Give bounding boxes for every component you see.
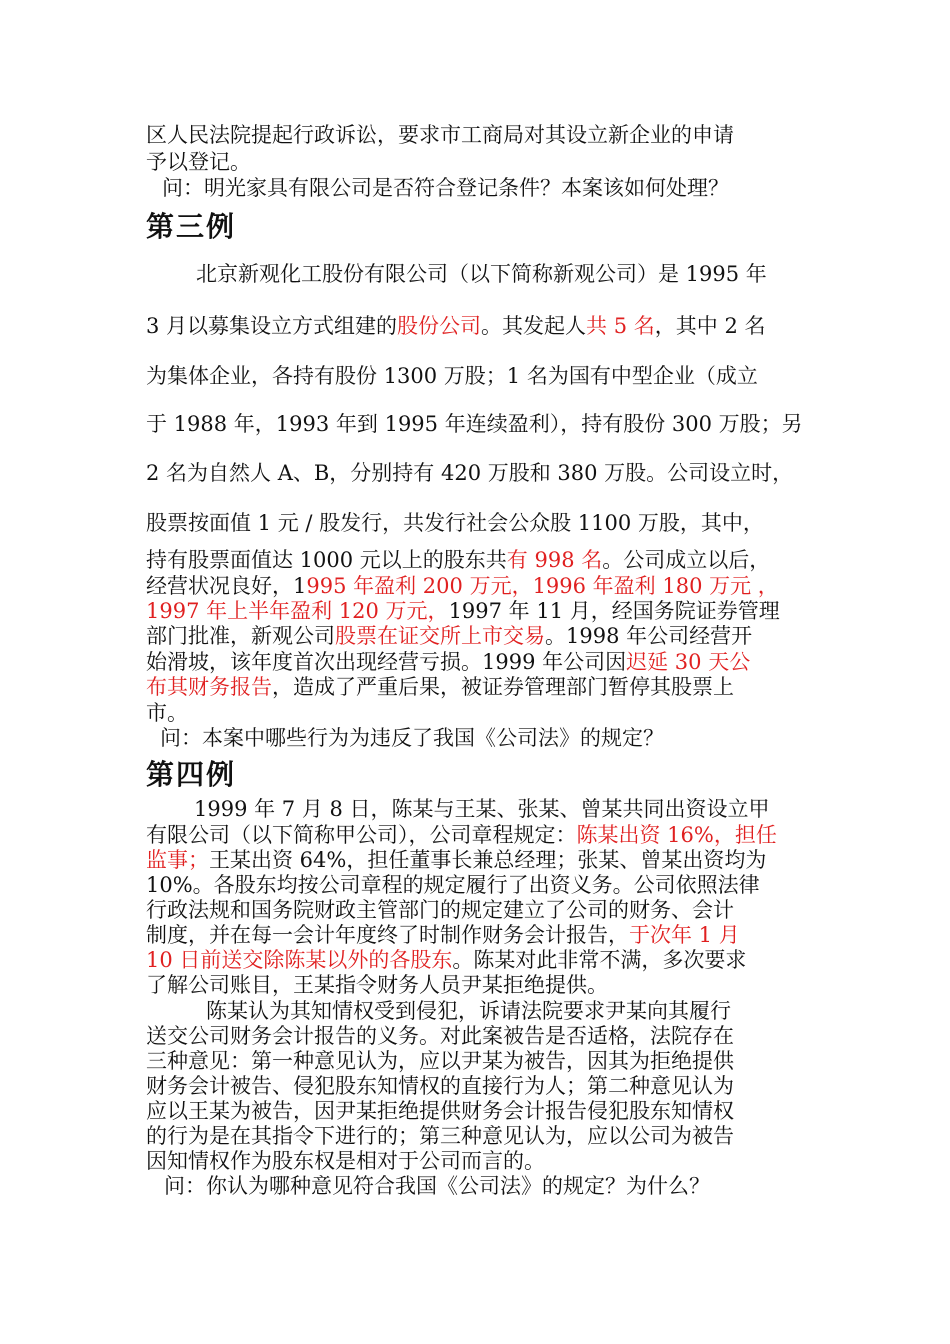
case3-line-1: 北京新观化工股份有限公司（以下简称新观公司）是 1995 年 <box>196 262 767 286</box>
case4-line-3: 监事；王某出资 64%，担任董事长兼总经理；张某、曾某出资均为 <box>146 848 767 872</box>
intro-line-2: 予以登记。 <box>146 150 251 174</box>
case4-para2-line-2: 送交公司财务会计报告的义务。对此案被告是否适格，法院存在 <box>146 1024 734 1048</box>
case3-line-7: 持有股票面值达 1000 元以上的股东共有 998 名。公司成立以后， <box>146 548 771 572</box>
case4-line-2: 有限公司（以下简称甲公司），公司章程规定：陈某出资 16%，担任 <box>146 823 777 847</box>
case3-heading: 第三例 <box>146 210 237 243</box>
case3-line-5: 2 名为自然人 A、B，分别持有 420 万股和 380 万股。公司设立时， <box>146 461 794 485</box>
case4-line-6: 制度，并在每一会计年度终了时制作财务会计报告，于次年 1 月 <box>146 923 740 947</box>
intro-line-1: 区人民法院提起行政诉讼，要求市工商局对其设立新企业的申请 <box>146 123 734 147</box>
case4-para2-line-6: 的行为是在其指令下进行的；第三种意见认为，应以公司为被告 <box>146 1124 734 1148</box>
case3-line-3: 为集体企业，各持有股份 1300 万股；1 名为国有中型企业（成立 <box>146 364 758 388</box>
case4-para2-line-1: 陈某认为其知情权受到侵犯，诉请法院要求尹某向其履行 <box>206 999 731 1023</box>
case3-line-2: 3 月以募集设立方式组建的股份公司。其发起人共 5 名，其中 2 名 <box>146 314 766 338</box>
case4-para2-line-7: 因知情权作为股东权是相对于公司而言的。 <box>146 1149 545 1173</box>
case4-line-4: 10%。各股东均按公司章程的规定履行了出资义务。公司依照法律 <box>146 873 760 897</box>
case4-question: 问：你认为哪种意见符合我国《公司法》的规定？为什么？ <box>164 1174 710 1198</box>
case4-heading: 第四例 <box>146 758 237 791</box>
case3-line-13: 市。 <box>146 701 188 725</box>
case3-line-10: 部门批准，新观公司股票在证交所上市交易。1998 年公司经营开 <box>146 624 753 648</box>
case3-line-12: 布其财务报告，造成了严重后果，被证券管理部门暂停其股票上 <box>146 675 734 699</box>
case4-para2-line-4: 财务会计被告、侵犯股东知情权的直接行为人；第二种意见认为 <box>146 1074 734 1098</box>
case4-line-5: 行政法规和国务院财政主管部门的规定建立了公司的财务、会计 <box>146 898 734 922</box>
case4-line-7: 10 日前送交除陈某以外的各股东。陈某对此非常不满，多次要求 <box>146 948 747 972</box>
case4-para2-line-3: 三种意见：第一种意见认为，应以尹某为被告，因其为拒绝提供 <box>146 1049 734 1073</box>
case3-line-4: 于 1988 年，1993 年到 1995 年连续盈利），持有股份 300 万股；另 <box>146 412 803 436</box>
intro-question: 问：明光家具有限公司是否符合登记条件？本案该如何处理？ <box>162 176 729 200</box>
case4-para2-line-5: 应以王某为被告，因尹某拒绝提供财务会计报告侵犯股东知情权 <box>146 1099 734 1123</box>
case3-line-8: 经营状况良好，1995 年盈利 200 万元，1996 年盈利 180 万元 ， <box>146 574 779 598</box>
case3-line-6: 股票按面值 1 元 / 股发行，共发行社会公众股 1100 万股，其中， <box>146 511 764 535</box>
case4-line-8: 了解公司账目，王某指令财务人员尹某拒绝提供。 <box>146 973 608 997</box>
case4-line-1: 1999 年 7 月 8 日，陈某与王某、张某、曾某共同出资设立甲 <box>194 797 770 821</box>
case3-line-9: 1997 年上半年盈利 120 万元，1997 年 11 月，经国务院证券管理 <box>146 599 780 623</box>
case3-question: 问：本案中哪些行为为违反了我国《公司法》的规定？ <box>160 726 664 750</box>
case3-line-11: 始滑坡，该年度首次出现经营亏损。1999 年公司因迟延 30 天公 <box>146 650 751 674</box>
